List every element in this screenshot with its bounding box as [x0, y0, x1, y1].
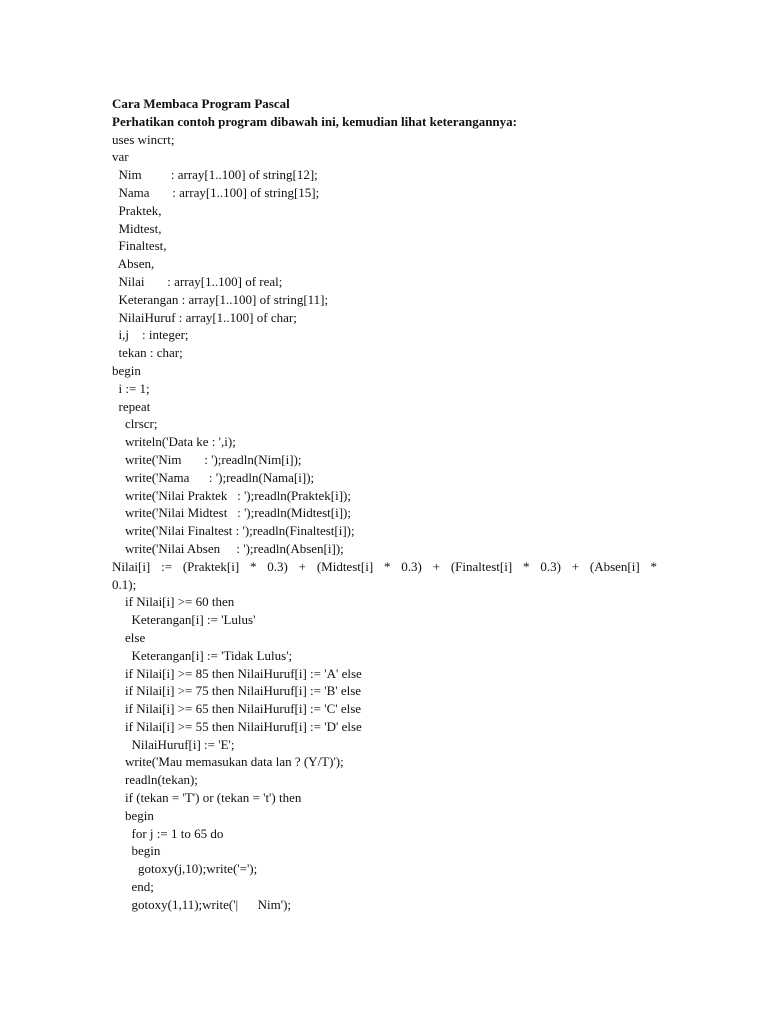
code-line: writeln('Data ke : ',i); [112, 434, 236, 450]
code-line: Midtest, [112, 220, 162, 236]
code-line: write('Nilai Praktek : ');readln(Praktek[i]); [112, 487, 351, 503]
code-line: Nim : array[1..100] of string[12]; [112, 167, 318, 183]
code-line: gotoxy(1,11);write('| Nim'); [112, 896, 292, 912]
code-line: Keterangan[i] := 'Tidak Lulus'; [112, 647, 293, 663]
code-line: begin [112, 807, 154, 823]
code-line: readln(tekan); [112, 772, 198, 788]
code-line: else [112, 629, 146, 645]
code-line: Absen, [112, 256, 155, 272]
code-line: begin [112, 362, 141, 378]
document-page [112, 95, 657, 914]
code-line: tekan : char; [112, 345, 183, 361]
code-line: i := 1; [112, 380, 150, 396]
code-line: Nilai[i] := (Praktek[i] * 0.3) + (Midtest[i] * 0.3) + (Finaltest[i] * 0.3) + (Absen[i] * [112, 558, 657, 574]
code-line: NilaiHuruf : array[1..100] of char; [112, 309, 297, 325]
code-line: Keterangan : array[1..100] of string[11]; [112, 291, 329, 307]
code-line: end; [112, 879, 154, 895]
code-line: if Nilai[i] >= 65 then NilaiHuruf[i] := 'C' else [112, 701, 362, 717]
code-line: gotoxy(j,10);write('='); [112, 861, 258, 877]
code-line: Finaltest, [112, 238, 167, 254]
code-line: write('Nama : ');readln(Nama[i]); [112, 469, 315, 485]
document-title: Cara Membaca Program Pascal [112, 96, 290, 111]
code-line: if Nilai[i] >= 60 then [112, 594, 235, 610]
code-line: if (tekan = 'T') or (tekan = 't') then [112, 790, 302, 806]
code-block [112, 131, 657, 914]
code-line: write('Nilai Midtest : ');readln(Midtest[i]); [112, 505, 351, 521]
code-line: i,j : integer; [112, 327, 189, 343]
code-line: write('Nilai Finaltest : ');readln(Finaltest[i]); [112, 523, 355, 539]
code-line: uses wincrt; [112, 131, 175, 147]
code-line: write('Nilai Absen : ');readln(Absen[i]); [112, 540, 344, 556]
code-line: if Nilai[i] >= 85 then NilaiHuruf[i] := 'A' else [112, 665, 362, 681]
code-line: write('Mau memasukan data lan ? (Y/T)'); [112, 754, 344, 770]
code-line: clrscr; [112, 416, 158, 432]
code-line: if Nilai[i] >= 75 then NilaiHuruf[i] := 'B' else [112, 683, 362, 699]
document-subtitle: Perhatikan contoh program dibawah ini, kemudian lihat keterangannya: [112, 113, 517, 129]
code-line: var [112, 149, 129, 165]
code-line: Keterangan[i] := 'Lulus' [112, 612, 256, 628]
code-line: NilaiHuruf[i] := 'E'; [112, 736, 235, 752]
code-line: begin [112, 843, 161, 859]
code-line: repeat [112, 398, 151, 414]
code-line: Nilai : array[1..100] of real; [112, 273, 283, 289]
code-line: 0.1); [112, 576, 137, 592]
code-line: Praktek, [112, 202, 162, 218]
code-line: for j := 1 to 65 do [112, 825, 224, 841]
code-line: if Nilai[i] >= 55 then NilaiHuruf[i] := 'D' else [112, 718, 362, 734]
code-line: Nama : array[1..100] of string[15]; [112, 184, 320, 200]
code-line: write('Nim : ');readln(Nim[i]); [112, 451, 302, 467]
